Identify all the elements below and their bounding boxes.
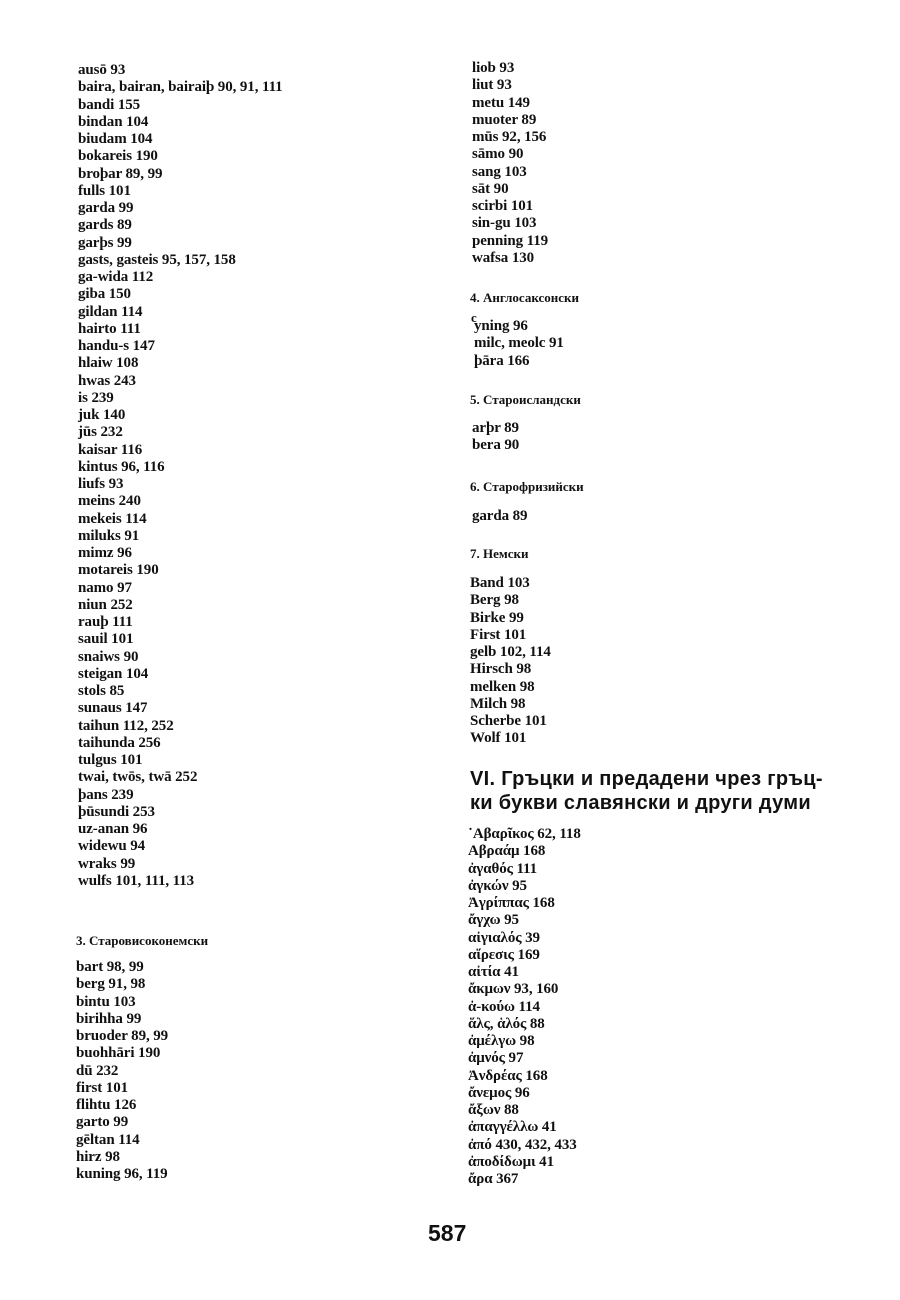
index-entry: ausō 93 <box>78 62 126 78</box>
index-entry: sāt 90 <box>472 180 509 197</box>
index-entry: namo 97 <box>78 579 132 596</box>
index-entry: bintu 103 <box>76 993 136 1010</box>
index-entry: tulgus 101 <box>78 752 143 768</box>
index-entry: melken 98 <box>470 678 535 695</box>
index-entry: ἀμνός 97 <box>468 1050 524 1067</box>
index-entry: sang 103 <box>472 163 527 180</box>
index-entry: uz-anan 96 <box>78 821 148 837</box>
index-entry: þāra 166 <box>474 352 530 369</box>
index-entry: liob 93 <box>472 60 515 76</box>
page-number: 587 <box>428 1220 467 1246</box>
list-old-high-german <box>76 959 168 1183</box>
index-entry: sunaus 147 <box>78 700 148 717</box>
index-entry: Milch 98 <box>470 695 526 712</box>
index-entry: mekeis 114 <box>78 510 147 527</box>
index-entry: milc, meolc 91 <box>474 335 564 352</box>
index-entry: Scherbe 101 <box>470 713 547 729</box>
index-entry: sin-gu 103 <box>472 215 537 232</box>
index-entry: biudam 104 <box>78 131 153 147</box>
index-entry: fulls 101 <box>78 182 131 199</box>
index-entry: bindan 104 <box>78 113 149 130</box>
chapter-heading-greek <box>470 767 823 815</box>
index-entry: αἰγιαλός 39 <box>468 929 540 946</box>
index-entry: wafsa 130 <box>472 249 535 266</box>
index-entry: αἰτία 41 <box>468 964 519 980</box>
index-entry: garda 99 <box>78 200 134 216</box>
index-entry: ἀπαγγέλλω 41 <box>468 1119 557 1136</box>
list-old-frisian <box>472 508 527 525</box>
index-entry: ἀποδίδωμι 41 <box>468 1153 554 1170</box>
index-entry: bandi 155 <box>78 96 141 113</box>
index-entry: ἀγκών 95 <box>468 877 527 894</box>
index-entry: hirz 98 <box>76 1148 120 1165</box>
index-entry: ἀμέλγω 98 <box>468 1033 535 1049</box>
index-entry: ˙Αβαρῖκος 62, 118 <box>468 826 581 842</box>
index-entry: ἀγαθός 111 <box>468 860 538 877</box>
index-entry: gelb 102, 114 <box>470 644 551 660</box>
index-entry: baira, bairan, bairaiþ 90, 91, 111 <box>78 79 283 96</box>
index-entry: wraks 99 <box>78 855 136 872</box>
index-entry: rauþ 111 <box>78 614 133 630</box>
index-entry: Wolf 101 <box>470 730 527 747</box>
index-entry: hwas 243 <box>78 372 136 389</box>
index-entry: motareis 190 <box>78 562 159 579</box>
index-entry: Αβραάμ 168 <box>468 843 546 860</box>
index-entry: handu-s 147 <box>78 338 155 354</box>
chapter-heading-line1: VI. Гръцки и предадени чрез гръц- <box>470 768 823 790</box>
index-entry: hairto 111 <box>78 320 141 337</box>
index-entry: mūs 92, 156 <box>472 129 547 145</box>
section-heading-anglo-saxon: 4. Англосаксонски <box>470 290 580 305</box>
index-entry: gēltan 114 <box>76 1131 140 1148</box>
list-german <box>470 575 551 748</box>
superscript-c: c <box>471 310 477 325</box>
index-entry: First 101 <box>470 626 527 643</box>
index-entry: ἄνεμος 96 <box>468 1084 530 1101</box>
index-entry: broþar 89, 99 <box>78 165 163 182</box>
index-entry: garþs 99 <box>78 234 132 251</box>
index-entry: giba 150 <box>78 286 131 303</box>
index-entry: snaiws 90 <box>78 648 139 665</box>
index-entry: arþr 89 <box>472 420 519 436</box>
index-entry: scirbi 101 <box>472 198 534 214</box>
index-entry: berg 91, 98 <box>76 976 146 993</box>
index-entry: garda 89 <box>472 508 528 524</box>
index-entry: steigan 104 <box>78 665 149 682</box>
index-entry: sauil 101 <box>78 631 134 648</box>
index-entry: taihunda 256 <box>78 734 161 751</box>
section-heading-old-high-german: 3. Старовисоконемски <box>76 933 209 948</box>
index-entry: liut 93 <box>472 77 512 94</box>
index-entry: jūs 232 <box>78 424 123 441</box>
index-entry: wulfs 101, 111, 113 <box>78 872 195 889</box>
index-entry: bruoder 89, 99 <box>76 1028 169 1044</box>
index-entry: hlaiw 108 <box>78 355 139 372</box>
list-anglo-saxon <box>470 318 564 370</box>
index-entry: gards 89 <box>78 217 132 234</box>
index-entry: ἀπό 430, 432, 433 <box>468 1136 577 1153</box>
index-entry: muoter 89 <box>472 111 537 128</box>
index-entry: twai, twōs, twā 252 <box>78 769 198 786</box>
index-entry: Band 103 <box>470 575 530 591</box>
chapter-heading-line2: ки букви славянски и други думи <box>470 792 811 814</box>
index-entry: niun 252 <box>78 596 133 613</box>
index-entry: liufs 93 <box>78 476 124 492</box>
index-entry: bera 90 <box>472 437 520 454</box>
index-entry: flihtu 126 <box>76 1097 137 1113</box>
index-entry: stols 85 <box>78 683 125 699</box>
index-entry: ἀ-κούω 114 <box>468 998 540 1015</box>
index-entry: þans 239 <box>78 786 134 803</box>
index-entry: Ἀγρίππας 168 <box>468 895 555 911</box>
index-entry: first 101 <box>76 1079 129 1096</box>
index-entry: kuning 96, 119 <box>76 1166 168 1182</box>
index-entry: miluks 91 <box>78 527 140 544</box>
index-entry: ga-wida 112 <box>78 269 154 285</box>
left-column-gothic <box>78 62 283 890</box>
index-entry: αἵρεσις 169 <box>468 946 540 963</box>
index-entry: ἄξων 88 <box>468 1102 519 1118</box>
section-heading-old-frisian: 6. Старофризийски <box>470 479 584 494</box>
index-entry: Berg 98 <box>470 592 519 609</box>
index-entry: metu 149 <box>472 94 530 111</box>
index-entry: Birke 99 <box>470 609 524 626</box>
section-heading-old-icelandic: 5. Староисландски <box>470 392 581 407</box>
index-entry: Hirsch 98 <box>470 661 532 678</box>
index-entry: ἄγχω 95 <box>468 912 519 929</box>
index-entry: dū 232 <box>76 1062 119 1079</box>
index-entry: þūsundi 253 <box>78 803 155 820</box>
index-entry: mimz 96 <box>78 545 132 561</box>
list-old-icelandic <box>472 420 519 455</box>
index-entry: kintus 96, 116 <box>78 458 165 475</box>
index-entry: Ἀνδρέας 168 <box>468 1067 548 1084</box>
index-entry: sāmo 90 <box>472 146 524 163</box>
index-entry: gildan 114 <box>78 303 143 320</box>
index-entry: juk 140 <box>78 407 126 423</box>
index-entry: penning 119 <box>472 232 549 249</box>
index-entry: birihha 99 <box>76 1010 142 1027</box>
right-column-ohg-cont <box>472 60 548 267</box>
index-entry: yning 96 <box>474 318 528 334</box>
index-entry: taihun 112, 252 <box>78 717 174 734</box>
section-heading-german: 7. Немски <box>470 546 529 561</box>
index-entry: widewu 94 <box>78 838 146 855</box>
index-entry: bart 98, 99 <box>76 959 144 975</box>
index-entry: garto 99 <box>76 1114 129 1131</box>
index-entry: bokareis 190 <box>78 148 158 165</box>
index-entry: buohhāri 190 <box>76 1045 161 1062</box>
index-entry: ἅλς, ἁλός 88 <box>468 1015 545 1032</box>
list-greek <box>468 826 581 1188</box>
index-entry: ἄρα 367 <box>468 1171 519 1187</box>
index-entry: is 239 <box>78 389 114 406</box>
index-entry: gasts, gasteis 95, 157, 158 <box>78 251 236 268</box>
index-entry: kaisar 116 <box>78 441 143 458</box>
index-entry: meins 240 <box>78 493 141 510</box>
index-entry: ἄκμων 93, 160 <box>468 981 559 998</box>
